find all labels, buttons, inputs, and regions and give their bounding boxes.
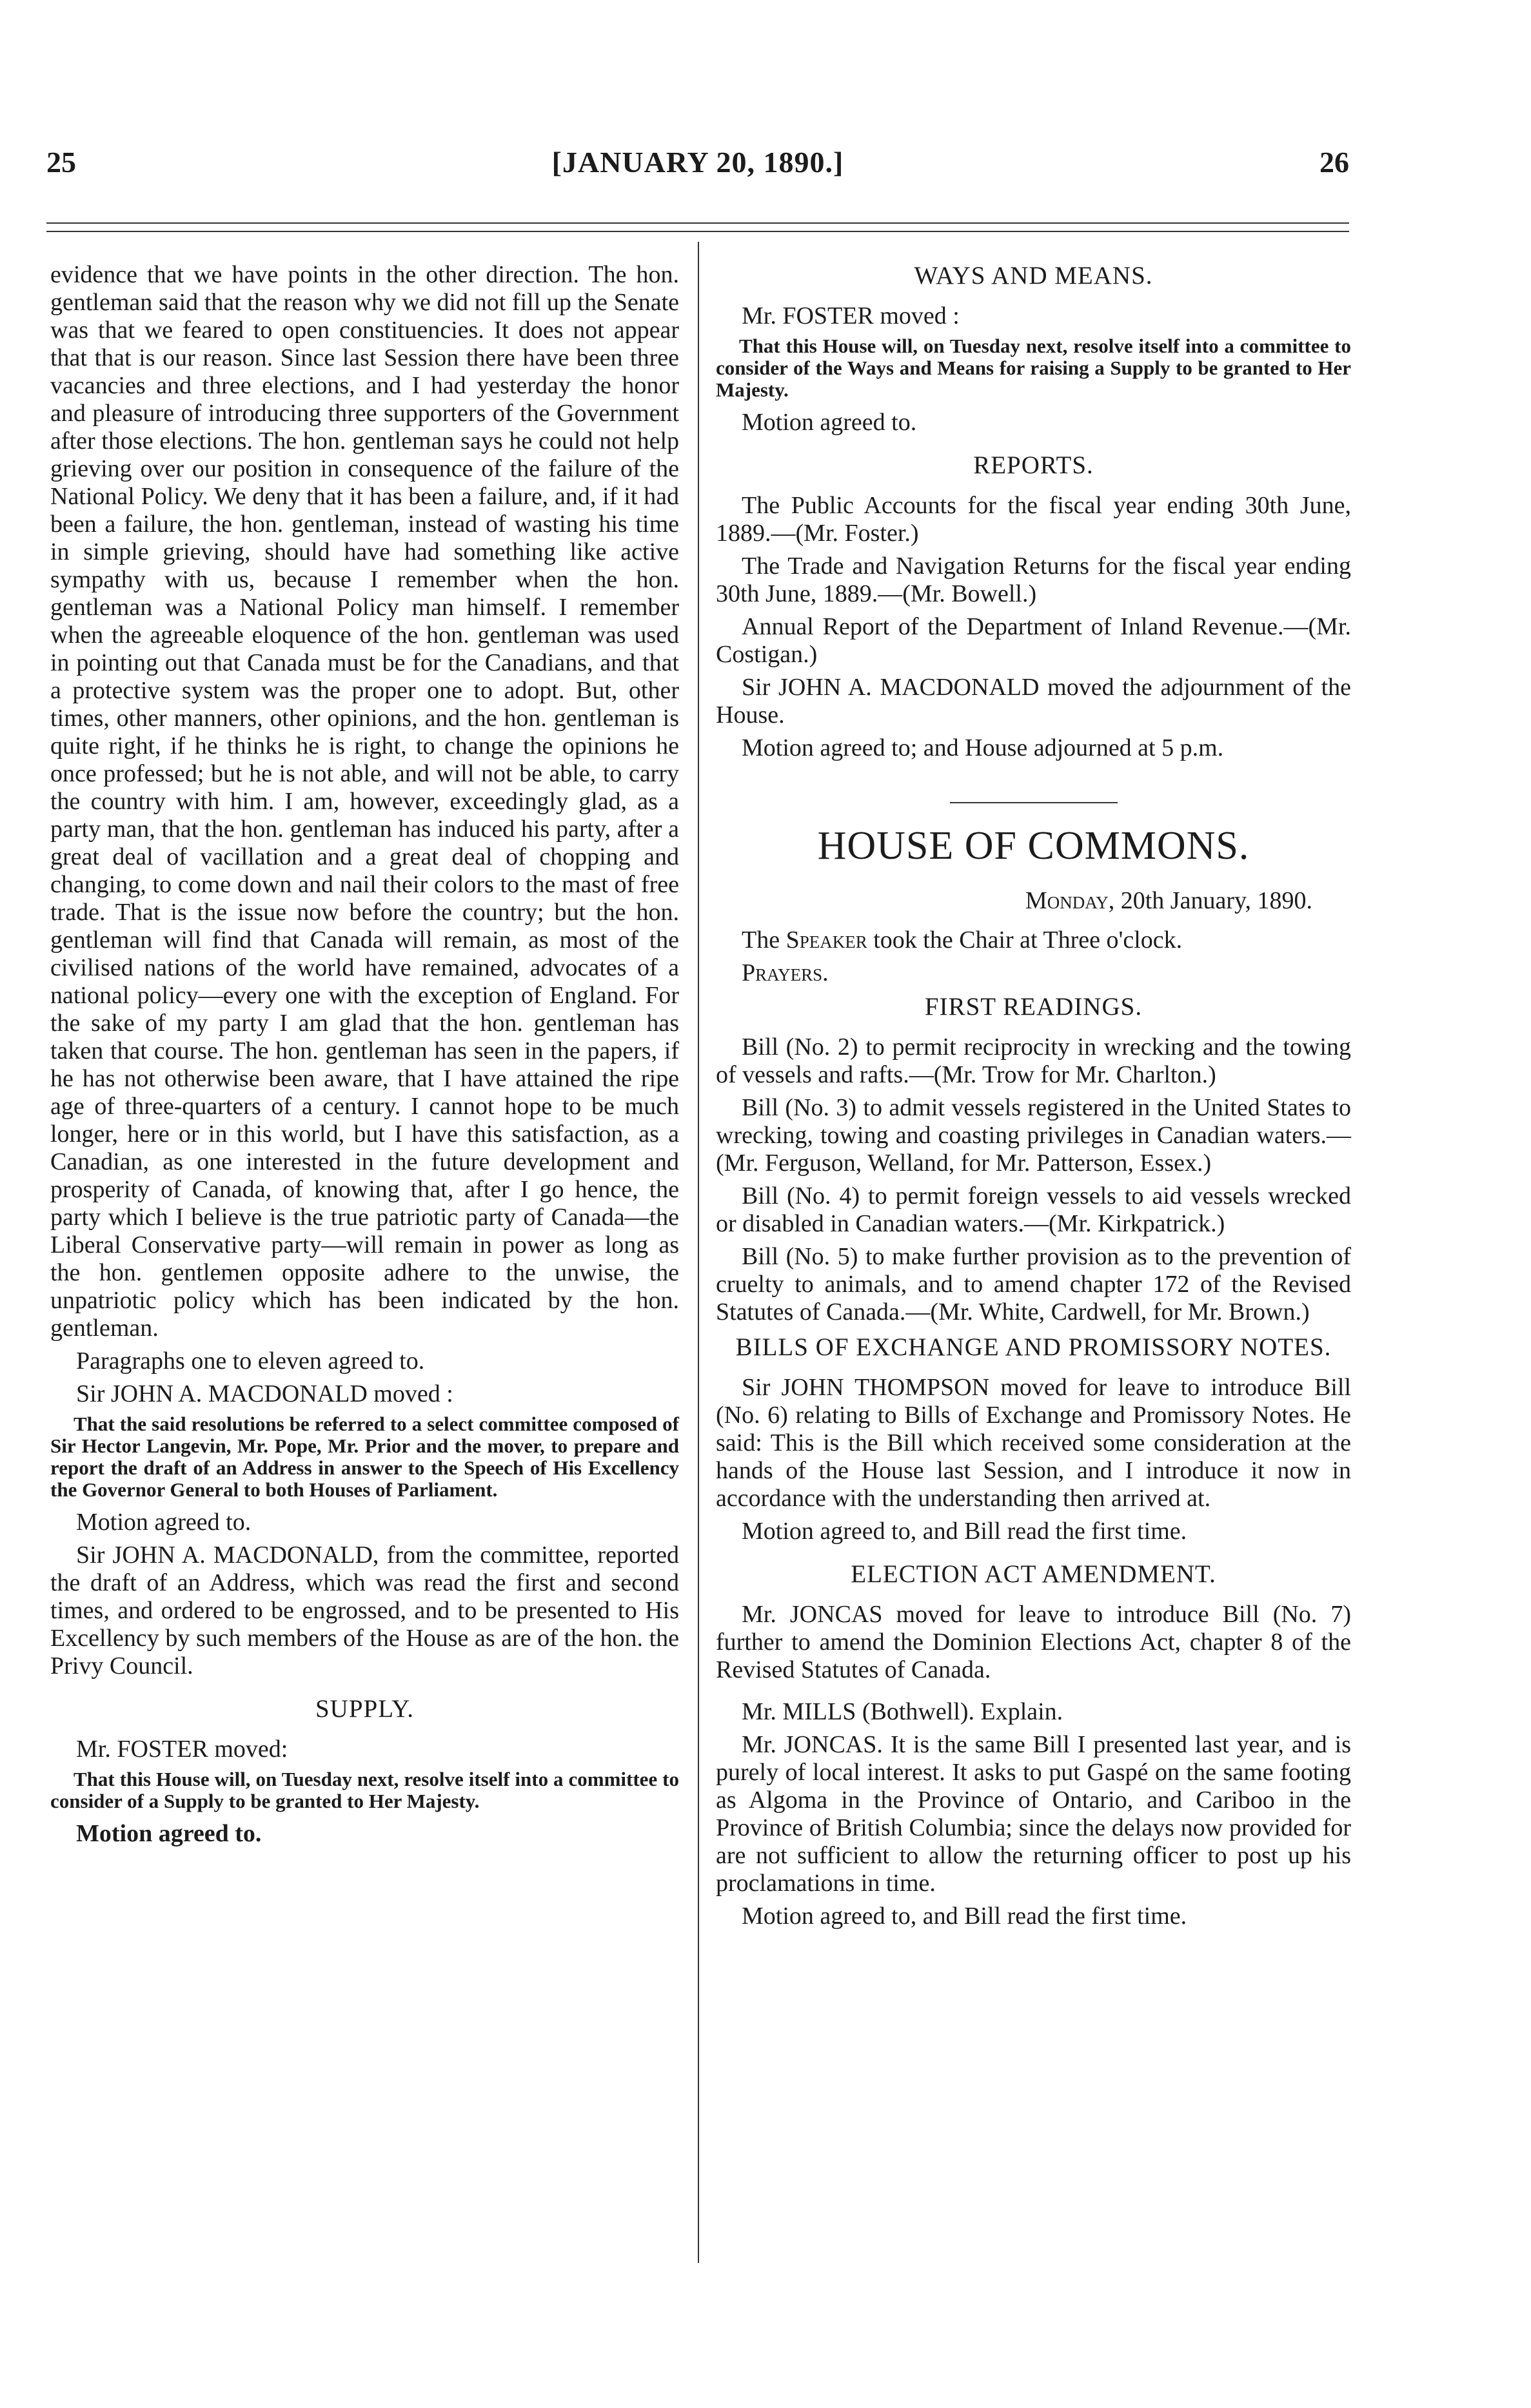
house-adjourned: Motion agreed to; and House adjourned at 5 p.m. xyxy=(742,734,1224,761)
bill-entry: Bill (No. 5) to make further provision as to the prevention of cruelty to animals, and to amend chapter 172 of the Revised Statutes of Canada.—(Mr. White, Cardwell, for Mr. Brown.) xyxy=(716,1243,1351,1326)
adjournment-motion: Sir JOHN A. MACDONALD moved the adjournment of the House. xyxy=(716,674,1351,729)
bill-entry: Bill (No. 3) to admit vessels registered in the United States to wrecking, towing and coasting privileges in Canadian waters.—(Mr. Ferguson, Welland, for Mr. Patterson, Essex.) xyxy=(716,1094,1351,1177)
address-resolution: That the said resolutions be referred to a select committee composed of Sir Hector Langevin, Mr. Pope, Mr. Prior and the mover, to prepare and report the draft of an Address in answer to the Speech of His Excellency the Governor General to both Houses of Parliament. xyxy=(50,1413,679,1501)
joncas-explanation: Mr. JONCAS. It is the same Bill I presented last year, and is purely of local interest. It asks to put Gaspé on the same footing as Algoma in the Province of Ontario, and Cariboo in the Province of British Columbia; since the delays now provided for are not sufficient to allow the returning officer to post up his proclamations in time. xyxy=(716,1731,1351,1897)
joncas-motion: Mr. JONCAS moved for leave to introduce Bill (No. 7) further to amend the Dominion Elections Act, chapter 8 of the Revised Statutes of Canada. xyxy=(716,1601,1351,1683)
sitting-date-rest: , 20th January, 1890. xyxy=(1108,887,1312,914)
speaker-line-pre: The xyxy=(742,926,786,954)
motion-agreed: Motion agreed to. xyxy=(76,1509,252,1536)
page-header xyxy=(46,145,1349,203)
bill-entry: Bill (No. 4) to permit foreign vessels to aid vessels wrecked or disabled in Canadian waters.—(Mr. Kirkpatrick.) xyxy=(716,1182,1351,1237)
header-rule-top xyxy=(46,222,1349,224)
first-readings-heading: FIRST READINGS. xyxy=(924,993,1143,1021)
prayers: Prayers. xyxy=(742,959,829,986)
speaker-line xyxy=(716,926,1351,954)
mills-explain: Mr. MILLS (Bothwell). Explain. xyxy=(742,1698,1063,1725)
motion-first-time: Motion agreed to, and Bill read the first time. xyxy=(742,1518,1187,1545)
bills-of-exchange-heading: BILLS OF EXCHANGE AND PROMISSORY NOTES. xyxy=(735,1333,1332,1361)
report-item: Annual Report of the Department of Inland Revenue.—(Mr. Costigan.) xyxy=(716,613,1351,668)
page-number-right: 26 xyxy=(1319,146,1349,179)
speaker-title: Speaker xyxy=(785,926,867,954)
paragraphs-agreed: Paragraphs one to eleven agreed to. xyxy=(76,1347,425,1375)
foster-moved: Mr. FOSTER moved : xyxy=(742,302,960,329)
report-item: The Trade and Navigation Returns for the fiscal year ending 30th June, 1889.—(Mr. Bowell.) xyxy=(716,553,1351,607)
right-column xyxy=(716,261,1351,1935)
page-date: [JANUARY 20, 1890.] xyxy=(551,146,844,179)
election-act-heading: ELECTION ACT AMENDMENT. xyxy=(851,1560,1216,1588)
report-item: The Public Accounts for the fiscal year ending 30th June, 1889.—(Mr. Foster.) xyxy=(716,492,1351,547)
ways-resolution: That this House will, on Tuesday next, resolve itself into a committee to consider of the Ways and Means for raising a Supply to be granted to Her Majesty. xyxy=(716,335,1351,401)
left-column xyxy=(50,261,679,1853)
speaker-line-post: took the Chair at Three o'clock. xyxy=(867,926,1183,954)
macdonald-reported: Sir JOHN A. MACDONALD, from the committee, reported the draft of an Address, which was read the first and second times, and ordered to be engrossed, and to be presented to His Excellency by such members of the House as are of the hon. the Privy Council. xyxy=(50,1542,679,1679)
supply-resolution: That this House will, on Tuesday next, resolve itself into a committee to consider of a Supply to be granted to Her Majesty. xyxy=(50,1768,679,1812)
bill-entry: Bill (No. 2) to permit reciprocity in wrecking and the towing of vessels and rafts.—(Mr. Trow for Mr. Charlton.) xyxy=(716,1033,1351,1088)
thompson-motion: Sir JOHN THOMPSON moved for leave to introduce Bill (No. 6) relating to Bills of Exchange and Promissory Notes. He said: This is the Bill which received some consideration at the hands of the House last Session, and I introduce it now in accordance with the understanding then arrived at. xyxy=(716,1374,1351,1512)
motion-first-time: Motion agreed to, and Bill read the first time. xyxy=(742,1903,1187,1930)
foster-moved: Mr. FOSTER moved: xyxy=(76,1736,288,1763)
page-number-left: 25 xyxy=(46,146,76,179)
column-divider xyxy=(698,242,699,2263)
house-of-commons-heading: HOUSE OF COMMONS. xyxy=(817,824,1250,868)
motion-agreed: Motion agreed to. xyxy=(76,1820,262,1847)
speech-paragraph: evidence that we have points in the other direction. The hon. gentleman said that the reason why we did not fill up the Senate was that we feared to open constituencies. It does not appear that that is our reason. Since last Session there have been three vacancies and three elections, and I had yesterday the honor and pleasure of introducing three supporters of the Government after those elections. The hon. gentleman says he could not help grieving over our position in consequence of the failure of the National Policy. We deny that it has been a failure, and, if it had been a failure, the hon. gentleman, instead of wasting his time in simple grieving, should have had something like active sympathy with us, because I remember when the hon. gentleman was a National Policy man himself. I remember when the agreeable eloquence of the hon. gentleman was used in pointing out that Canada must be for the Canadians, and that a protective system was the proper one to adopt. But, other times, other manners, other opinions, and the hon. gentleman is quite right, if he thinks he is right, to change the opinions he once professed; but he is not able, and will not be able, to carry the country with him. I am, however, exceedingly glad, as a party man, that the hon. gentleman has induced his party, after a great deal of vacillation and a great deal of chopping and changing, to come down and nail their colors to the mast of free trade. That is the issue now before the country; but the hon. gentleman will find that Canada will remain, as most of the civilised nations of the world have remained, advocates of a national policy—every one with the exception of England. For the sake of my party I am glad that the hon. gentleman has taken that course. The hon. gentleman has seen in the papers, if he has not otherwise been aware, that I have attained the ripe age of three-quarters of a century. I cannot hope to be much longer, here or in this world, but I have this satisfaction, as a Canadian, as one interested in the future development and prosperity of Canada, of knowing that, after I go hence, the party which I believe is the true patriotic party of Canada—the Liberal Conservative party—will remain in power as long as the hon. gentlemen opposite adhere to the unwise, the unpatriotic policy which has been indicated by the hon. gentleman. xyxy=(50,261,679,1342)
sitting-date xyxy=(716,887,1351,915)
supply-heading: SUPPLY. xyxy=(315,1695,415,1723)
sitting-weekday: Monday xyxy=(1025,887,1109,914)
macdonald-moved: Sir JOHN A. MACDONALD moved : xyxy=(76,1380,453,1407)
ways-and-means-heading: WAYS AND MEANS. xyxy=(914,262,1153,289)
header-rule-bottom xyxy=(46,231,1349,232)
reports-heading: REPORTS. xyxy=(973,451,1094,479)
section-rule xyxy=(950,802,1118,803)
motion-agreed: Motion agreed to. xyxy=(742,409,917,436)
